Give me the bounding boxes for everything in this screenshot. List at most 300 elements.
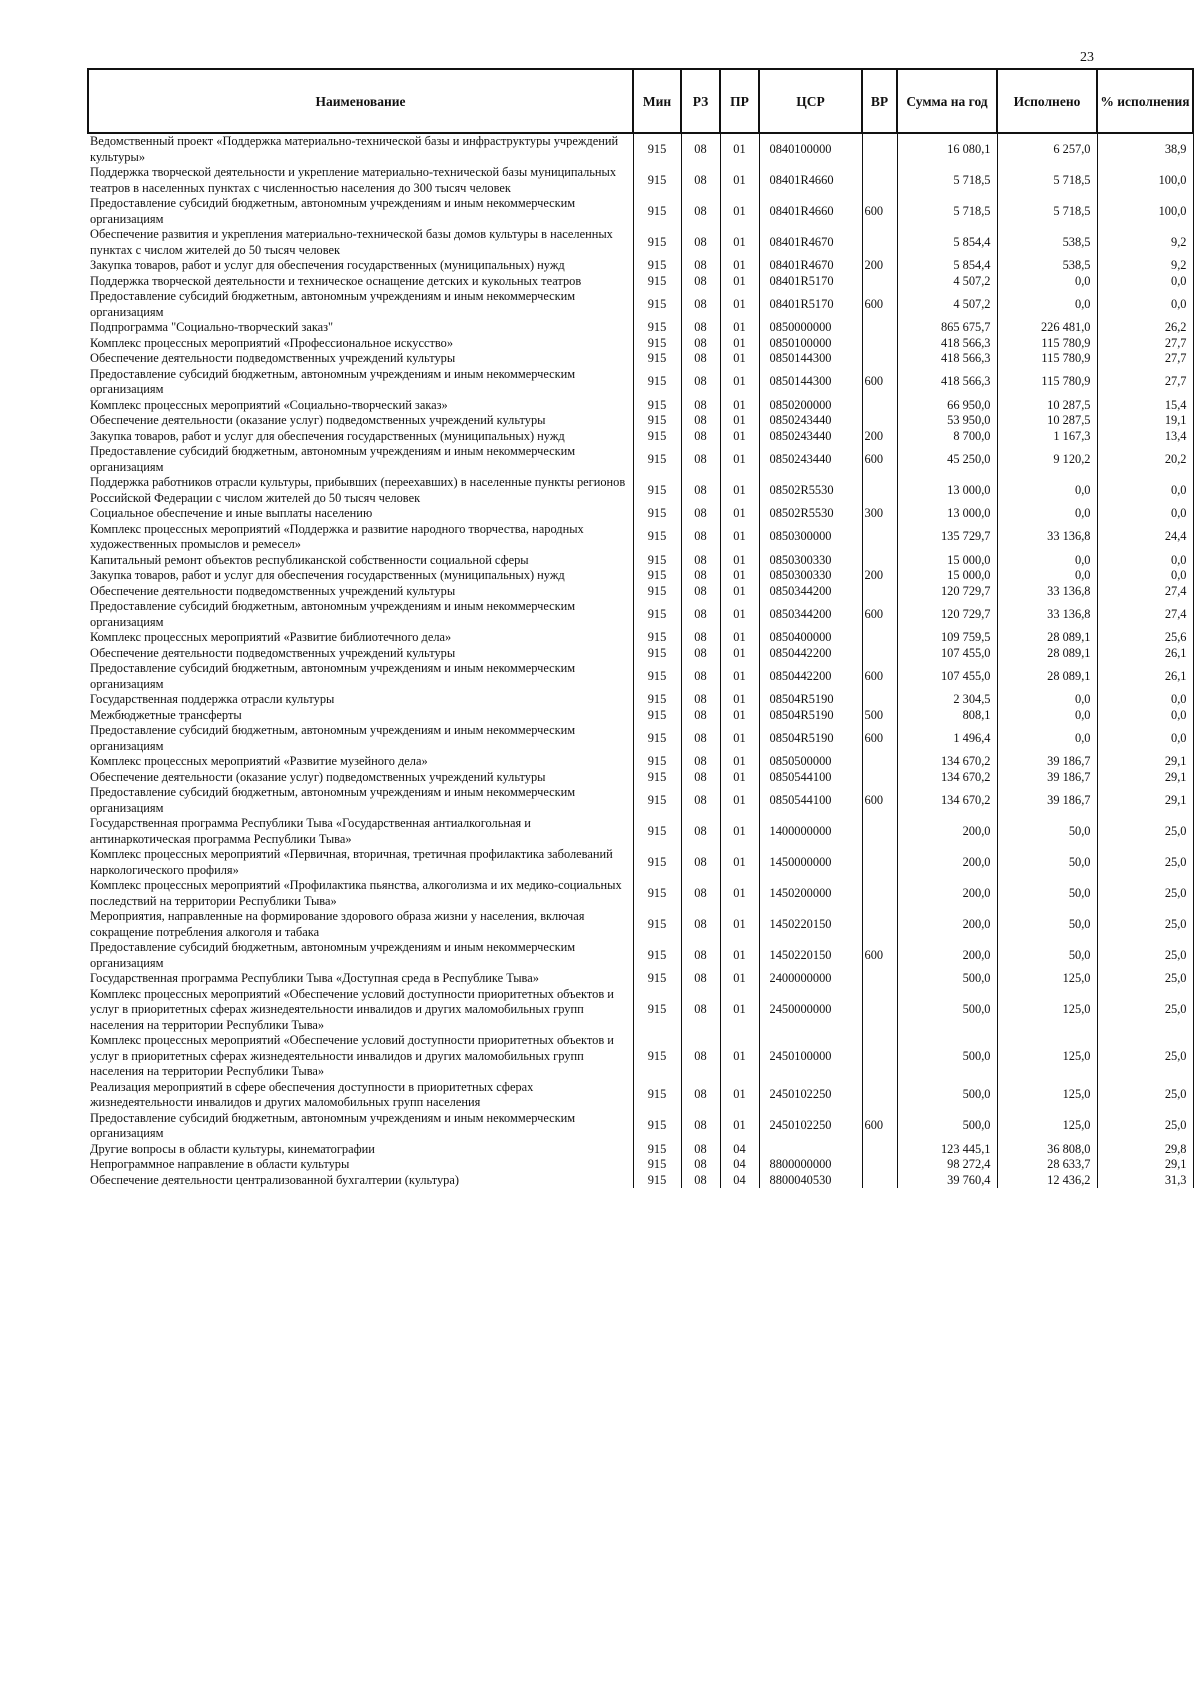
cell-subsection: 01: [720, 940, 759, 971]
cell-subsection: 01: [720, 987, 759, 1034]
cell-executed: 0,0: [997, 506, 1097, 522]
cell-executed: 50,0: [997, 847, 1097, 878]
cell-execution-percent: 9,2: [1097, 258, 1193, 274]
cell-expense-type: [862, 320, 897, 336]
cell-section: 08: [681, 692, 720, 708]
cell-target-article: 08401R4670: [759, 227, 862, 258]
cell-name: Комплекс процессных мероприятий «Обеспечение условий доступности приоритетных объектов и услуг в приоритетных сферах жизнедеятельности инвалидов и других маломобильных групп населения на территории Республики Тыва»: [90, 1033, 614, 1078]
cell-subsection: 01: [720, 444, 759, 475]
cell-subsection: 01: [720, 429, 759, 445]
cell-executed: 0,0: [997, 708, 1097, 724]
cell-annual-sum: 107 455,0: [897, 646, 997, 662]
cell-execution-percent: 9,2: [1097, 227, 1193, 258]
cell-executed: 0,0: [997, 274, 1097, 290]
cell-ministry: 915: [633, 165, 681, 196]
cell-execution-percent: 27,4: [1097, 599, 1193, 630]
cell-target-article: 2450100000: [759, 1033, 862, 1080]
budget-execution-table: [87, 68, 1194, 1188]
cell-section: 08: [681, 723, 720, 754]
cell-section: 08: [681, 1111, 720, 1142]
cell-executed: 33 136,8: [997, 599, 1097, 630]
cell-subsection: 01: [720, 475, 759, 506]
cell-ministry: 915: [633, 971, 681, 987]
cell-executed: 0,0: [997, 289, 1097, 320]
cell-execution-percent: 100,0: [1097, 196, 1193, 227]
table-row: [88, 940, 1193, 971]
cell-annual-sum: 134 670,2: [897, 754, 997, 770]
cell-ministry: 915: [633, 661, 681, 692]
table-row: [88, 847, 1193, 878]
cell-annual-sum: 200,0: [897, 909, 997, 940]
table-row: [88, 630, 1193, 646]
cell-ministry: 915: [633, 1080, 681, 1111]
cell-subsection: 01: [720, 630, 759, 646]
cell-subsection: 01: [720, 816, 759, 847]
cell-section: 08: [681, 754, 720, 770]
cell-execution-percent: 24,4: [1097, 522, 1193, 553]
cell-ministry: 915: [633, 1033, 681, 1080]
cell-expense-type: [862, 878, 897, 909]
cell-ministry: 915: [633, 289, 681, 320]
cell-target-article: 1400000000: [759, 816, 862, 847]
header-expense-type: ВР: [862, 69, 897, 133]
cell-subsection: 01: [720, 770, 759, 786]
cell-section: 08: [681, 258, 720, 274]
table-row: [88, 133, 1193, 165]
cell-name: Комплекс процессных мероприятий «Профессиональное искусство»: [90, 335, 454, 350]
cell-executed: 28 089,1: [997, 661, 1097, 692]
cell-annual-sum: 120 729,7: [897, 599, 997, 630]
cell-target-article: 0850000000: [759, 320, 862, 336]
cell-execution-percent: 26,2: [1097, 320, 1193, 336]
cell-executed: 39 186,7: [997, 770, 1097, 786]
cell-section: 08: [681, 971, 720, 987]
table-row: [88, 227, 1193, 258]
cell-execution-percent: 25,0: [1097, 971, 1193, 987]
cell-executed: 9 120,2: [997, 444, 1097, 475]
header-annual-sum: Сумма на год: [897, 69, 997, 133]
cell-expense-type: [862, 274, 897, 290]
cell-ministry: 915: [633, 1157, 681, 1173]
cell-subsection: 01: [720, 413, 759, 429]
cell-section: 08: [681, 506, 720, 522]
cell-target-article: 0850144300: [759, 367, 862, 398]
header-target-article: ЦСР: [759, 69, 862, 133]
table-row: [88, 1033, 1193, 1080]
cell-expense-type: 600: [862, 444, 897, 475]
cell-name: Государственная поддержка отрасли культуры: [90, 692, 335, 706]
cell-target-article: 0850243440: [759, 413, 862, 429]
cell-ministry: 915: [633, 568, 681, 584]
cell-annual-sum: 500,0: [897, 1080, 997, 1111]
cell-ministry: 915: [633, 413, 681, 429]
cell-name: Закупка товаров, работ и услуг для обеспечения государственных (муниципальных) нужд: [90, 258, 565, 272]
cell-ministry: 915: [633, 475, 681, 506]
cell-executed: 125,0: [997, 1111, 1097, 1142]
cell-subsection: 04: [720, 1173, 759, 1189]
cell-execution-percent: 0,0: [1097, 723, 1193, 754]
cell-section: 08: [681, 661, 720, 692]
cell-target-article: 08401R4660: [759, 165, 862, 196]
cell-execution-percent: 29,1: [1097, 770, 1193, 786]
cell-target-article: 0850243440: [759, 429, 862, 445]
cell-executed: 538,5: [997, 227, 1097, 258]
cell-ministry: 915: [633, 444, 681, 475]
cell-target-article: 0850544100: [759, 770, 862, 786]
cell-name: Обеспечение развития и укрепления материально-технической базы домов культуры в населенных пунктах с числом жителей до 50 тысяч человек: [90, 227, 613, 257]
cell-expense-type: 600: [862, 367, 897, 398]
cell-subsection: 01: [720, 258, 759, 274]
cell-expense-type: [862, 584, 897, 600]
cell-subsection: 01: [720, 909, 759, 940]
cell-annual-sum: 418 566,3: [897, 336, 997, 352]
cell-execution-percent: 0,0: [1097, 553, 1193, 569]
cell-expense-type: [862, 165, 897, 196]
cell-section: 08: [681, 196, 720, 227]
cell-annual-sum: 66 950,0: [897, 398, 997, 414]
cell-annual-sum: 1 496,4: [897, 723, 997, 754]
cell-annual-sum: 500,0: [897, 971, 997, 987]
table-row: [88, 475, 1193, 506]
cell-execution-percent: 0,0: [1097, 692, 1193, 708]
cell-expense-type: [862, 987, 897, 1034]
cell-ministry: 915: [633, 522, 681, 553]
cell-annual-sum: 2 304,5: [897, 692, 997, 708]
cell-expense-type: [862, 816, 897, 847]
cell-execution-percent: 25,0: [1097, 1111, 1193, 1142]
cell-subsection: 01: [720, 351, 759, 367]
cell-ministry: 915: [633, 599, 681, 630]
table-row: [88, 584, 1193, 600]
cell-name: Непрограммное направление в области культуры: [90, 1157, 350, 1171]
cell-section: 08: [681, 1033, 720, 1080]
cell-executed: 226 481,0: [997, 320, 1097, 336]
cell-execution-percent: 27,7: [1097, 367, 1193, 398]
cell-name: Предоставление субсидий бюджетным, автономным учреждениям и иным некоммерческим организациям: [90, 940, 576, 970]
cell-subsection: 01: [720, 274, 759, 290]
cell-section: 08: [681, 475, 720, 506]
cell-executed: 10 287,5: [997, 398, 1097, 414]
table-row: [88, 692, 1193, 708]
cell-name: Поддержка работников отрасли культуры, прибывших (переехавших) в населенные пункты регионов Российской Федерации с числом жителей до 50 тысяч человек: [90, 475, 626, 505]
cell-annual-sum: 53 950,0: [897, 413, 997, 429]
cell-section: 08: [681, 646, 720, 662]
cell-name: Обеспечение деятельности (оказание услуг) подведомственных учреждений культуры: [90, 769, 546, 784]
cell-subsection: 01: [720, 133, 759, 165]
cell-section: 08: [681, 336, 720, 352]
cell-executed: 36 808,0: [997, 1142, 1097, 1158]
cell-name: Комплекс процессных мероприятий «Первичная, вторичная, третичная профилактика заболеваний наркологического профиля»: [90, 847, 613, 877]
table-row: [88, 568, 1193, 584]
cell-ministry: 915: [633, 274, 681, 290]
cell-name: Обеспечение деятельности (оказание услуг) подведомственных учреждений культуры: [90, 413, 546, 427]
cell-ministry: 915: [633, 785, 681, 816]
cell-executed: 115 780,9: [997, 336, 1097, 352]
cell-target-article: 0850200000: [759, 398, 862, 414]
cell-executed: 5 718,5: [997, 165, 1097, 196]
cell-section: 08: [681, 987, 720, 1034]
cell-annual-sum: 418 566,3: [897, 351, 997, 367]
page-number: 23: [1080, 50, 1094, 65]
cell-subsection: 01: [720, 708, 759, 724]
table-row: [88, 816, 1193, 847]
cell-subsection: 01: [720, 196, 759, 227]
cell-expense-type: [862, 133, 897, 165]
cell-expense-type: 200: [862, 568, 897, 584]
cell-target-article: 1450220150: [759, 909, 862, 940]
cell-execution-percent: 27,7: [1097, 336, 1193, 352]
cell-name: Комплекс процессных мероприятий «Социально-творческий заказ»: [90, 397, 448, 412]
cell-executed: 538,5: [997, 258, 1097, 274]
cell-annual-sum: 418 566,3: [897, 367, 997, 398]
cell-name: Комплекс процессных мероприятий «Развитие музейного дела»: [90, 754, 428, 768]
cell-name: Государственная программа Республики Тыва «Доступная среда в Республике Тыва»: [90, 971, 539, 985]
cell-expense-type: 600: [862, 196, 897, 227]
cell-annual-sum: 107 455,0: [897, 661, 997, 692]
cell-expense-type: [862, 1157, 897, 1173]
cell-name: Капитальный ремонт объектов республиканской собственности социальной сферы: [90, 552, 529, 567]
cell-ministry: 915: [633, 816, 681, 847]
cell-section: 08: [681, 289, 720, 320]
table-header-row: [88, 69, 1193, 133]
cell-target-article: 8800040530: [759, 1173, 862, 1189]
cell-annual-sum: 4 507,2: [897, 289, 997, 320]
cell-target-article: 1450220150: [759, 940, 862, 971]
cell-expense-type: [862, 692, 897, 708]
cell-subsection: 01: [720, 553, 759, 569]
cell-ministry: 915: [633, 630, 681, 646]
cell-execution-percent: 0,0: [1097, 506, 1193, 522]
cell-section: 08: [681, 584, 720, 600]
cell-expense-type: 300: [862, 506, 897, 522]
cell-name: Комплекс процессных мероприятий «Профилактика пьянства, алкоголизма и их медико-социальных последствий на территории Республики Тыва»: [90, 878, 622, 908]
table-row: [88, 196, 1193, 227]
cell-executed: 28 089,1: [997, 646, 1097, 662]
cell-ministry: 915: [633, 708, 681, 724]
table-row: [88, 1173, 1193, 1189]
cell-executed: 125,0: [997, 971, 1097, 987]
cell-execution-percent: 15,4: [1097, 398, 1193, 414]
cell-section: 08: [681, 553, 720, 569]
cell-subsection: 01: [720, 289, 759, 320]
cell-execution-percent: 27,7: [1097, 351, 1193, 367]
cell-target-article: 2450102250: [759, 1111, 862, 1142]
cell-executed: 39 186,7: [997, 785, 1097, 816]
cell-executed: 50,0: [997, 909, 1097, 940]
cell-target-article: 08401R4670: [759, 258, 862, 274]
table-row: [88, 351, 1193, 367]
cell-name: Поддержка творческой деятельности и техническое оснащение детских и кукольных театров: [90, 273, 582, 288]
cell-section: 08: [681, 444, 720, 475]
cell-expense-type: [862, 351, 897, 367]
cell-executed: 0,0: [997, 692, 1097, 708]
cell-subsection: 01: [720, 522, 759, 553]
cell-section: 08: [681, 274, 720, 290]
cell-expense-type: 500: [862, 708, 897, 724]
cell-executed: 115 780,9: [997, 367, 1097, 398]
table-row: [88, 336, 1193, 352]
cell-target-article: 0850300000: [759, 522, 862, 553]
cell-execution-percent: 29,1: [1097, 1157, 1193, 1173]
cell-section: 08: [681, 708, 720, 724]
cell-ministry: 915: [633, 196, 681, 227]
cell-target-article: 0850344200: [759, 584, 862, 600]
cell-executed: 0,0: [997, 568, 1097, 584]
cell-section: 08: [681, 429, 720, 445]
cell-annual-sum: 120 729,7: [897, 584, 997, 600]
cell-annual-sum: 45 250,0: [897, 444, 997, 475]
cell-name: Обеспечение деятельности централизованной бухгалтерии (культура): [90, 1172, 459, 1187]
cell-execution-percent: 0,0: [1097, 708, 1193, 724]
cell-executed: 50,0: [997, 940, 1097, 971]
table-row: [88, 1080, 1193, 1111]
cell-target-article: 08504R5190: [759, 692, 862, 708]
cell-execution-percent: 27,4: [1097, 584, 1193, 600]
table-row: [88, 1157, 1193, 1173]
cell-name: Ведомственный проект «Поддержка материально-технической базы и инфраструктуры учреждений культуры»: [88, 133, 633, 165]
table-row: [88, 785, 1193, 816]
cell-subsection: 01: [720, 227, 759, 258]
cell-execution-percent: 31,3: [1097, 1173, 1193, 1189]
cell-section: 08: [681, 599, 720, 630]
cell-expense-type: [862, 1142, 897, 1158]
cell-execution-percent: 0,0: [1097, 568, 1193, 584]
cell-expense-type: [862, 413, 897, 429]
cell-expense-type: 200: [862, 258, 897, 274]
cell-target-article: 0850544100: [759, 785, 862, 816]
cell-expense-type: [862, 847, 897, 878]
table-row: [88, 553, 1193, 569]
header-section: РЗ: [681, 69, 720, 133]
cell-name: Предоставление субсидий бюджетным, автономным учреждениям и иным некоммерческим организациям: [90, 785, 576, 815]
cell-annual-sum: 134 670,2: [897, 785, 997, 816]
cell-execution-percent: 25,0: [1097, 1080, 1193, 1111]
cell-execution-percent: 25,0: [1097, 909, 1193, 940]
cell-target-article: 2450102250: [759, 1080, 862, 1111]
table-row: [88, 429, 1193, 445]
cell-target-article: 0850442200: [759, 646, 862, 662]
cell-expense-type: 600: [862, 1111, 897, 1142]
cell-subsection: 01: [720, 847, 759, 878]
cell-ministry: 915: [633, 553, 681, 569]
cell-expense-type: [862, 754, 897, 770]
cell-expense-type: [862, 522, 897, 553]
cell-execution-percent: 13,4: [1097, 429, 1193, 445]
cell-executed: 28 633,7: [997, 1157, 1097, 1173]
cell-execution-percent: 100,0: [1097, 165, 1193, 196]
table-row: [88, 522, 1193, 553]
cell-target-article: 1450000000: [759, 847, 862, 878]
cell-name: Предоставление субсидий бюджетным, автономным учреждениям и иным некоммерческим организациям: [90, 661, 576, 691]
cell-section: 08: [681, 1142, 720, 1158]
cell-subsection: 01: [720, 646, 759, 662]
cell-target-article: 0850344200: [759, 599, 862, 630]
cell-execution-percent: 25,0: [1097, 1033, 1193, 1080]
cell-name: Мероприятия, направленные на формирование здорового образа жизни у населения, включая сокращение потребления алкоголя и табака: [90, 909, 585, 939]
cell-name: Комплекс процессных мероприятий «Развитие библиотечного дела»: [90, 630, 452, 644]
table-row: [88, 770, 1193, 786]
header-executed: Исполнено: [997, 69, 1097, 133]
cell-executed: 28 089,1: [997, 630, 1097, 646]
cell-section: 08: [681, 909, 720, 940]
table-row: [88, 367, 1193, 398]
cell-ministry: 915: [633, 692, 681, 708]
cell-annual-sum: 865 675,7: [897, 320, 997, 336]
table-row: [88, 661, 1193, 692]
cell-expense-type: 600: [862, 785, 897, 816]
table-row: [88, 909, 1193, 940]
cell-subsection: 01: [720, 599, 759, 630]
cell-target-article: 0850442200: [759, 661, 862, 692]
cell-target-article: [759, 1142, 862, 1158]
cell-name: Предоставление субсидий бюджетным, автономным учреждениям и иным некоммерческим организациям: [90, 723, 576, 753]
cell-execution-percent: 29,1: [1097, 754, 1193, 770]
cell-ministry: 915: [633, 754, 681, 770]
cell-ministry: 915: [633, 1111, 681, 1142]
table-row: [88, 599, 1193, 630]
cell-execution-percent: 25,6: [1097, 630, 1193, 646]
cell-annual-sum: 16 080,1: [897, 133, 997, 165]
cell-annual-sum: 4 507,2: [897, 274, 997, 290]
cell-name: Предоставление субсидий бюджетным, автономным учреждениям и иным некоммерческим организациям: [90, 599, 576, 629]
cell-execution-percent: 0,0: [1097, 289, 1193, 320]
cell-expense-type: 600: [862, 723, 897, 754]
cell-annual-sum: 5 854,4: [897, 258, 997, 274]
table-row: [88, 444, 1193, 475]
cell-subsection: 04: [720, 1157, 759, 1173]
cell-subsection: 01: [720, 506, 759, 522]
cell-executed: 6 257,0: [997, 133, 1097, 165]
cell-annual-sum: 200,0: [897, 847, 997, 878]
cell-execution-percent: 25,0: [1097, 878, 1193, 909]
table-body: [88, 133, 1193, 1188]
table-row: [88, 987, 1193, 1034]
cell-subsection: 04: [720, 1142, 759, 1158]
cell-executed: 33 136,8: [997, 584, 1097, 600]
cell-subsection: 01: [720, 320, 759, 336]
cell-name: Предоставление субсидий бюджетным, автономным учреждениям и иным некоммерческим организациям: [90, 196, 576, 226]
table-row: [88, 398, 1193, 414]
cell-execution-percent: 0,0: [1097, 475, 1193, 506]
cell-subsection: 01: [720, 785, 759, 816]
cell-annual-sum: 123 445,1: [897, 1142, 997, 1158]
cell-executed: 0,0: [997, 553, 1097, 569]
cell-section: 08: [681, 630, 720, 646]
cell-annual-sum: 13 000,0: [897, 506, 997, 522]
cell-section: 08: [681, 770, 720, 786]
cell-executed: 0,0: [997, 723, 1097, 754]
cell-section: 08: [681, 227, 720, 258]
cell-ministry: 915: [633, 398, 681, 414]
cell-subsection: 01: [720, 723, 759, 754]
cell-execution-percent: 29,1: [1097, 785, 1193, 816]
table-row: [88, 413, 1193, 429]
cell-ministry: 915: [633, 1142, 681, 1158]
table-row: [88, 165, 1193, 196]
cell-executed: 10 287,5: [997, 413, 1097, 429]
cell-annual-sum: 5 718,5: [897, 165, 997, 196]
cell-annual-sum: 15 000,0: [897, 568, 997, 584]
cell-annual-sum: 135 729,7: [897, 522, 997, 553]
cell-section: 08: [681, 320, 720, 336]
cell-target-article: 08502R5530: [759, 475, 862, 506]
cell-expense-type: [862, 553, 897, 569]
cell-execution-percent: 25,0: [1097, 816, 1193, 847]
cell-annual-sum: 13 000,0: [897, 475, 997, 506]
cell-expense-type: [862, 398, 897, 414]
cell-ministry: 915: [633, 429, 681, 445]
cell-target-article: 2450000000: [759, 987, 862, 1034]
